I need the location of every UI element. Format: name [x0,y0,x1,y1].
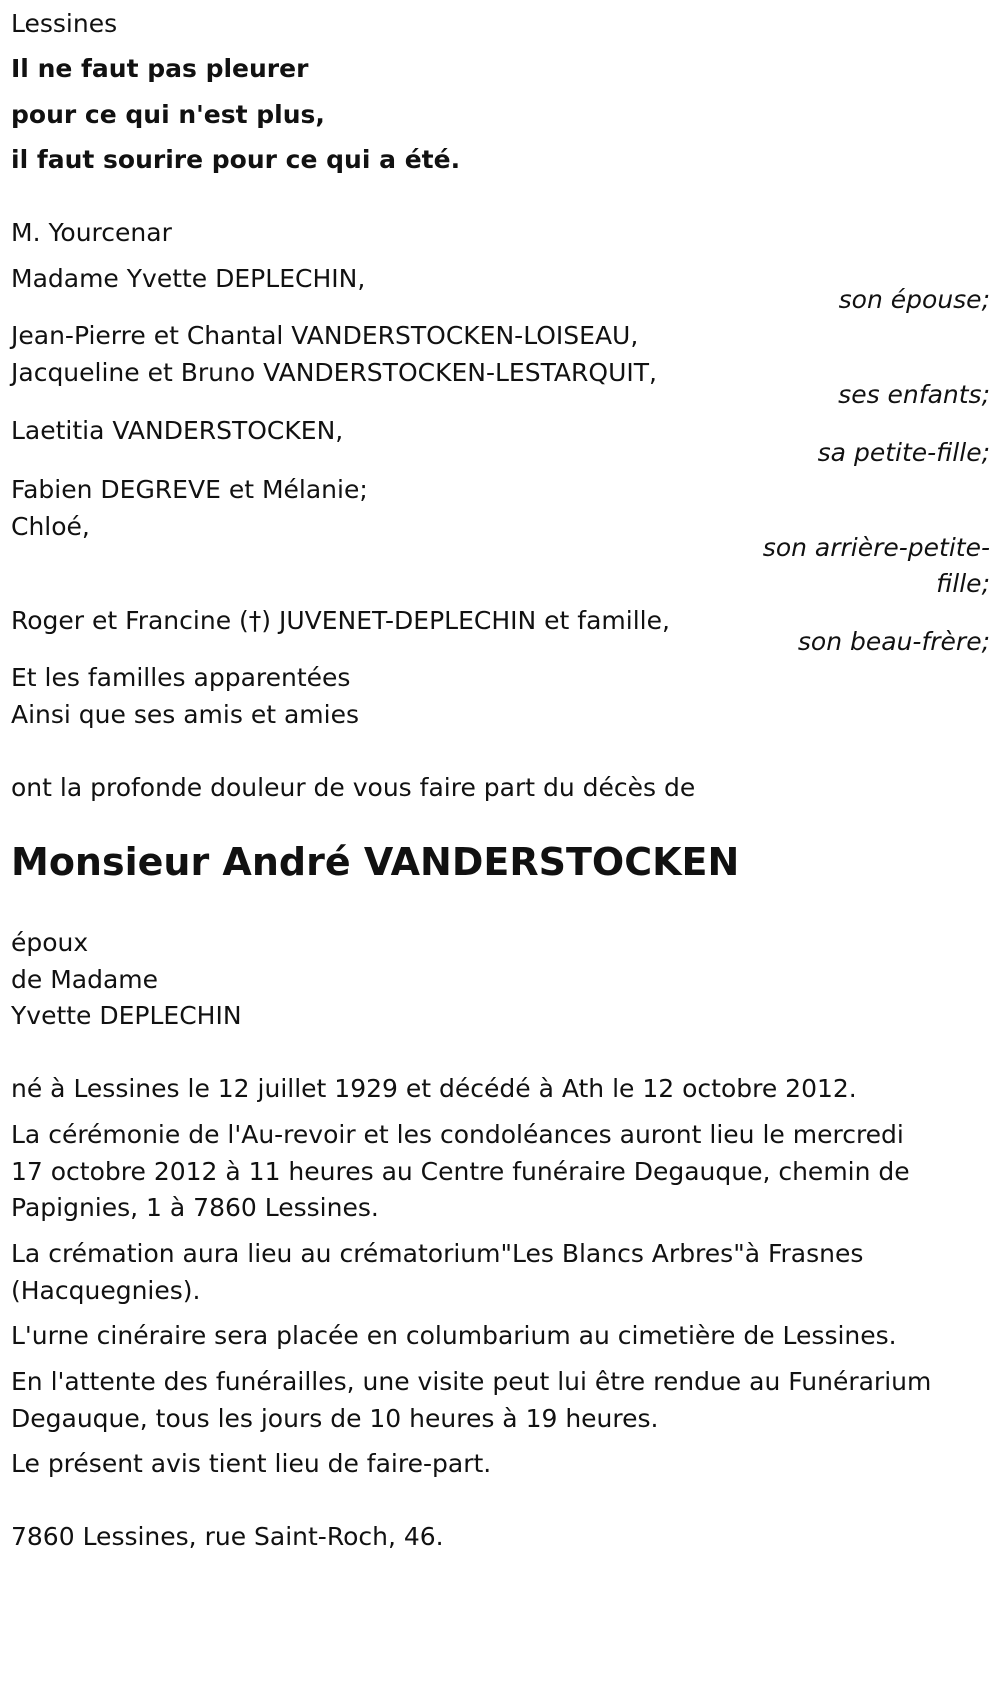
quote-author: M. Yourcenar [11,218,172,247]
urn-text: L'urne cinéraire sera placée en columbarium au cimetière de Lessines. [11,1321,897,1350]
cremation-line-2: (Hacquegnies). [11,1276,201,1305]
visit-line-2: Degauque, tous les jours de 10 heures à 19 heures. [11,1404,659,1433]
announcement-text: ont la profonde douleur de vous faire part du décès de [11,773,696,802]
quote-line-3: il faut sourire pour ce qui a été. [11,145,461,174]
address-text: 7860 Lessines, rue Saint-Roch, 46. [11,1522,444,1551]
other-family-line-1: Et les familles apparentées [11,663,351,692]
other-family-line-2: Ainsi que ses amis et amies [11,700,359,729]
great-grandchild-name-1: Fabien DEGREVE et Mélanie; [11,475,368,504]
great-grandchild-name-2: Chloé, [11,512,90,541]
visit-line-1: En l'attente des funérailles, une visite peut lui être rendue au Funérarium [11,1367,932,1396]
quote-line-1: Il ne faut pas pleurer [11,54,309,83]
notice-text: Le présent avis tient lieu de faire-part. [11,1449,492,1478]
ceremony-line-3: Papignies, 1 à 7860 Lessines. [11,1193,379,1222]
spouse-line-1: époux [11,928,89,957]
brother-in-law-name: Roger et Francine (†) JUVENET-DEPLECHIN et famille, [11,606,670,635]
spouse-line-2: de Madame [11,965,159,994]
cremation-line-1: La crémation aura lieu au crématorium"Les Blancs Arbres"à Frasnes [11,1239,864,1268]
quote-line-2: pour ce qui n'est plus, [11,100,325,129]
deceased-name: Monsieur André VANDERSTOCKEN [11,840,740,884]
child-1-name: Jean-Pierre et Chantal VANDERSTOCKEN-LOISEAU, [11,321,639,350]
wife-relation: son épouse; [838,285,990,314]
children-relation: ses enfants; [838,380,990,409]
granddaughter-name: Laetitia VANDERSTOCKEN, [11,416,344,445]
birth-death-text: né à Lessines le 12 juillet 1929 et décédé à Ath le 12 octobre 2012. [11,1074,857,1103]
city-heading: Lessines [11,9,118,38]
brother-in-law-relation: son beau-frère; [797,627,990,656]
great-grandchild-relation-line-2: fille; [936,569,990,598]
spouse-line-3: Yvette DEPLECHIN [11,1001,242,1030]
great-grandchild-relation-line-1: son arrière-petite- [762,533,990,562]
wife-name: Madame Yvette DEPLECHIN, [11,264,366,293]
child-2-name: Jacqueline et Bruno VANDERSTOCKEN-LESTARQUIT, [11,358,657,387]
ceremony-line-1: La cérémonie de l'Au-revoir et les condoléances auront lieu le mercredi [11,1120,904,1149]
granddaughter-relation: sa petite-fille; [817,438,990,467]
ceremony-line-2: 17 octobre 2012 à 11 heures au Centre funéraire Degauque, chemin de [11,1157,910,1186]
